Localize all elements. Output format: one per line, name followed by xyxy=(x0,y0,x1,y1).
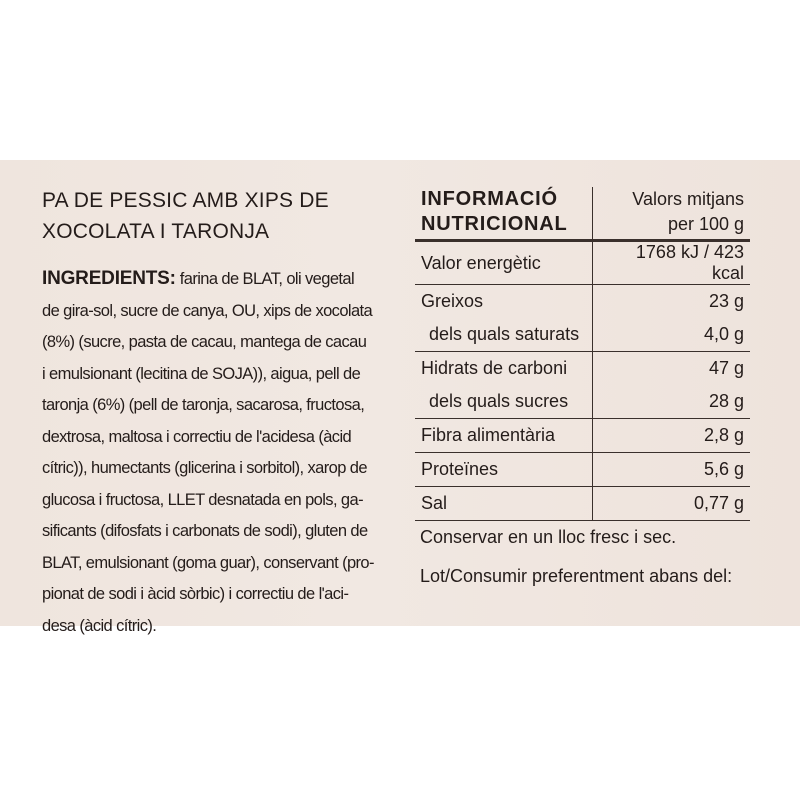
table-row xyxy=(415,487,750,521)
values-header: Valors mitjans per 100 g xyxy=(593,187,751,241)
saturates-value: 4,0 g xyxy=(593,318,751,352)
carbs-label: Hidrats de carboni xyxy=(415,352,593,386)
salt-label: Sal xyxy=(415,487,593,521)
ingredients-text xyxy=(42,263,392,642)
table-row xyxy=(415,453,750,487)
lot-best-before: Lot/Consumir preferentment abans del: xyxy=(420,566,733,586)
fat-label: Greixos xyxy=(415,285,593,319)
storage-instructions: Conservar en un lloc fresc i sec. xyxy=(420,527,677,547)
ingredients-label: INGREDIENTS: xyxy=(42,268,176,289)
ingredients-line: taronja (6%) (pell de taronja, sacarosa, fructosa, xyxy=(42,396,365,414)
ingredients-line: de gira-sol, sucre de canya, OU, xips de xocolata xyxy=(42,301,373,320)
fibre-label: Fibra alimentària xyxy=(415,419,593,453)
ingredients-line: i emulsionant (lecitina de SOJA)), aigua, pell de xyxy=(42,364,361,383)
carbs-value: 47 g xyxy=(593,352,751,386)
ingredients-line: (8%) (sucre, pasta de cacau, mantega de cacau xyxy=(42,333,367,351)
energy-label: Valor energètic xyxy=(415,241,593,285)
ingredients-block xyxy=(42,263,392,642)
table-row xyxy=(415,318,750,352)
table-row xyxy=(415,241,750,285)
table-row xyxy=(415,352,750,386)
product-title-line-2: XOCOLATA I TARONJA xyxy=(42,220,270,243)
product-title xyxy=(42,185,382,247)
ingredients-line: pionat de sodi i àcid sòrbic) i correctiu de l'aci- xyxy=(42,585,349,603)
fibre-value: 2,8 g xyxy=(593,419,751,453)
salt-value: 0,77 g xyxy=(593,487,751,521)
table-row xyxy=(415,385,750,419)
ingredients-line: sificants (difosfats i carbonats de sodi), gluten de xyxy=(42,522,368,540)
ingredients-line: dextrosa, maltosa i correctiu de l'acidesa (àcid xyxy=(42,427,352,446)
table-row xyxy=(415,419,750,453)
ingredients-line: INGREDIENTS: farina de BLAT, oli vegetal xyxy=(42,268,355,289)
product-title-line-1: PA DE PESSIC AMB XIPS DE xyxy=(42,189,329,212)
nutrition-table xyxy=(415,187,750,521)
sugars-label: dels quals sucres xyxy=(415,385,593,419)
ingredients-line: cítric)), humectants (glicerina i sorbitol), xarop de xyxy=(42,459,367,477)
nutrition-heading: INFORMACIÓ NUTRICIONAL xyxy=(415,187,593,241)
protein-label: Proteïnes xyxy=(415,453,593,487)
ingredients-line: glucosa i fructosa, LLET desnatada en pols, ga- xyxy=(42,490,363,509)
ingredients-line: BLAT, emulsionant (goma guar), conservant (pro- xyxy=(42,553,374,572)
sugars-value: 28 g xyxy=(593,385,751,419)
table-row xyxy=(415,285,750,319)
fat-value: 23 g xyxy=(593,285,751,319)
protein-value: 5,6 g xyxy=(593,453,751,487)
energy-value: 1768 kJ / 423 kcal xyxy=(593,241,751,285)
ingredients-line: desa (àcid cítric). xyxy=(42,616,157,635)
saturates-label: dels quals saturats xyxy=(415,318,593,352)
